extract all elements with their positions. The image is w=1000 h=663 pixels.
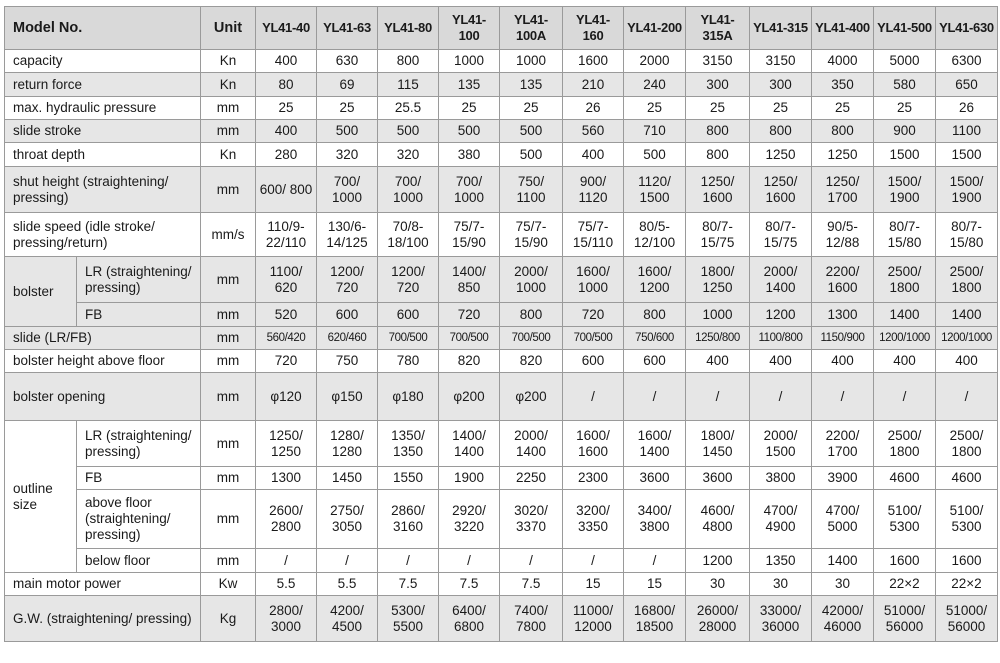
value-cell: 2800/ 3000 [256,596,317,642]
value-cell: 520 [256,303,317,327]
value-cell: / [936,373,998,421]
value-cell: 51000/ 56000 [874,596,936,642]
table-row [5,97,998,120]
value-cell: 3900 [812,467,874,490]
value-cell: 2500/ 1800 [874,421,936,467]
value-cell: 700/ 1000 [317,167,378,213]
value-cell: 2000/ 1000 [500,257,563,303]
model-header: YL41-630 [936,7,998,50]
value-cell: 70/8- 18/100 [378,213,439,257]
value-cell: 4700/ 5000 [812,490,874,549]
row-label-cell: FB [77,303,201,327]
row-label-cell: LR (straightening/ pressing) [77,421,201,467]
value-cell: 380 [439,143,500,167]
value-cell: 1000 [686,303,750,327]
value-cell: 15 [563,573,624,596]
value-cell: 300 [686,73,750,97]
value-cell: 700/500 [378,327,439,350]
value-cell: 2200/ 1600 [812,257,874,303]
value-cell: 320 [317,143,378,167]
value-cell: 400 [750,350,812,373]
unit-cell: mm [201,549,256,573]
unit-cell: mm [201,350,256,373]
value-cell: 26000/ 28000 [686,596,750,642]
model-header: YL41-400 [812,7,874,50]
value-cell: 280 [256,143,317,167]
value-cell: 1400/ 1400 [439,421,500,467]
row-label-cell: main motor power [5,573,201,596]
value-cell: 820 [500,350,563,373]
table-row [5,549,998,573]
value-cell: 15 [624,573,686,596]
value-cell: 80/7- 15/75 [686,213,750,257]
table-row [5,213,998,257]
value-cell: 30 [686,573,750,596]
value-cell: 7.5 [500,573,563,596]
unit-cell: mm [201,303,256,327]
model-header: YL41-160 [563,7,624,50]
value-cell: 400 [812,350,874,373]
unit-cell: mm/s [201,213,256,257]
unit-cell: mm [201,490,256,549]
value-cell: 720 [256,350,317,373]
table-row [5,50,998,73]
value-cell: 26 [563,97,624,120]
table-row [5,573,998,596]
value-cell: 4000 [812,50,874,73]
row-label-cell: bolster opening [5,373,201,421]
value-cell: 240 [624,73,686,97]
value-cell: 700/ 1000 [378,167,439,213]
row-label-cell: max. hydraulic pressure [5,97,201,120]
value-cell: 650 [936,73,998,97]
row-label-cell: LR (straightening/ pressing) [77,257,201,303]
value-cell: 3800 [750,467,812,490]
group-label-cell: bolster [5,257,77,327]
value-cell: φ150 [317,373,378,421]
value-cell: 110/9- 22/110 [256,213,317,257]
value-cell: / [624,549,686,573]
unit-cell: mm [201,421,256,467]
value-cell: 130/6- 14/125 [317,213,378,257]
value-cell: 710 [624,120,686,143]
table-row [5,421,998,467]
unit-cell: mm [201,120,256,143]
value-cell: 800 [500,303,563,327]
value-cell: 25 [874,97,936,120]
value-cell: 2750/ 3050 [317,490,378,549]
value-cell: 400 [686,350,750,373]
value-cell: 1100/ 620 [256,257,317,303]
value-cell: / [750,373,812,421]
value-cell: 6300 [936,50,998,73]
value-cell: 25 [317,97,378,120]
value-cell: 1800/ 1450 [686,421,750,467]
value-cell: 1300 [812,303,874,327]
value-cell: 2920/ 3220 [439,490,500,549]
value-cell: 750 [317,350,378,373]
value-cell: 1400/ 850 [439,257,500,303]
value-cell: 560 [563,120,624,143]
value-cell: 1900 [439,467,500,490]
value-cell: / [500,549,563,573]
table-row [5,467,998,490]
value-cell: 80/7- 15/80 [936,213,998,257]
value-cell: 3150 [750,50,812,73]
value-cell: 1150/900 [812,327,874,350]
value-cell: 2860/ 3160 [378,490,439,549]
value-cell: 400 [936,350,998,373]
value-cell: 1500 [936,143,998,167]
value-cell: 80/7- 15/80 [874,213,936,257]
value-cell: 6400/ 6800 [439,596,500,642]
unit-cell: mm [201,167,256,213]
model-header: YL41-40 [256,7,317,50]
value-cell: 42000/ 46000 [812,596,874,642]
row-label-cell: bolster height above floor [5,350,201,373]
table-row [5,490,998,549]
value-cell: / [874,373,936,421]
value-cell: 7400/ 7800 [500,596,563,642]
value-cell: 820 [439,350,500,373]
value-cell: 1200 [750,303,812,327]
value-cell: 500 [378,120,439,143]
value-cell: 4600 [874,467,936,490]
value-cell: 115 [378,73,439,97]
value-cell: 600 [624,350,686,373]
value-cell: 1250/ 1600 [686,167,750,213]
table-row [5,167,998,213]
value-cell: 400 [256,120,317,143]
value-cell: 720 [439,303,500,327]
value-cell: 1120/ 1500 [624,167,686,213]
unit-cell: mm [201,257,256,303]
unit-cell: Kg [201,596,256,642]
value-cell: 1500/ 1900 [874,167,936,213]
value-cell: 1300 [256,467,317,490]
value-cell: 25.5 [378,97,439,120]
value-cell: 600 [378,303,439,327]
spec-table [4,6,998,642]
value-cell: 5000 [874,50,936,73]
unit-cell: Kw [201,573,256,596]
value-cell: / [439,549,500,573]
value-cell: 1350 [750,549,812,573]
value-cell: φ120 [256,373,317,421]
value-cell: 135 [439,73,500,97]
table-row [5,327,998,350]
value-cell: 80/5- 12/100 [624,213,686,257]
model-header: YL41-63 [317,7,378,50]
value-cell: 1600 [563,50,624,73]
value-cell: 800 [686,120,750,143]
table-row [5,596,998,642]
value-cell: 2500/ 1800 [936,257,998,303]
value-cell: 2200/ 1700 [812,421,874,467]
unit-cell: Kn [201,143,256,167]
table-row [5,73,998,97]
value-cell: 90/5- 12/88 [812,213,874,257]
value-cell: 1400 [936,303,998,327]
value-cell: 320 [378,143,439,167]
row-label-cell: capacity [5,50,201,73]
value-cell: 1200/1000 [936,327,998,350]
value-cell: 580 [874,73,936,97]
value-cell: 33000/ 36000 [750,596,812,642]
value-cell: 1250/800 [686,327,750,350]
value-cell: 2500/ 1800 [874,257,936,303]
model-header: YL41-315A [686,7,750,50]
value-cell: 5.5 [317,573,378,596]
value-cell: 780 [378,350,439,373]
value-cell: 25 [256,97,317,120]
value-cell: 600 [563,350,624,373]
value-cell: 5100/ 5300 [874,490,936,549]
value-cell: 800 [378,50,439,73]
value-cell: 600 [317,303,378,327]
value-cell: 300 [750,73,812,97]
value-cell: 3020/ 3370 [500,490,563,549]
value-cell: 800 [812,120,874,143]
value-cell: 500 [317,120,378,143]
value-cell: 560/420 [256,327,317,350]
value-cell: φ180 [378,373,439,421]
table-row [5,257,998,303]
value-cell: 210 [563,73,624,97]
value-cell: 500 [439,120,500,143]
value-cell: 1000 [439,50,500,73]
value-cell: 135 [500,73,563,97]
row-label-cell: above floor (straightening/ pressing) [77,490,201,549]
value-cell: φ200 [500,373,563,421]
spec-body [5,50,998,642]
table-row [5,303,998,327]
model-header: YL41-500 [874,7,936,50]
value-cell: 11000/ 12000 [563,596,624,642]
unit-cell: mm [201,373,256,421]
value-cell: 700/500 [563,327,624,350]
row-label-cell: FB [77,467,201,490]
value-cell: 2250 [500,467,563,490]
value-cell: 69 [317,73,378,97]
value-cell: / [317,549,378,573]
row-label-cell: slide speed (idle stroke/ pressing/return) [5,213,201,257]
value-cell: 1000 [500,50,563,73]
row-label-cell: shut height (straightening/ pressing) [5,167,201,213]
table-row [5,373,998,421]
model-no-header: Model No. [5,7,201,50]
value-cell: 1450 [317,467,378,490]
value-cell: 2300 [563,467,624,490]
value-cell: / [256,549,317,573]
value-cell: 500 [500,120,563,143]
model-header: YL41-100 [439,7,500,50]
value-cell: / [378,549,439,573]
value-cell: 1100/800 [750,327,812,350]
value-cell: 26 [936,97,998,120]
value-cell: 75/7- 15/90 [500,213,563,257]
value-cell: 25 [500,97,563,120]
table-row [5,350,998,373]
value-cell: 1600 [874,549,936,573]
value-cell: 500 [500,143,563,167]
unit-cell: mm [201,97,256,120]
value-cell: 3150 [686,50,750,73]
value-cell: 5300/ 5500 [378,596,439,642]
row-label-cell: slide (LR/FB) [5,327,201,350]
value-cell: 3600 [686,467,750,490]
value-cell: 2000/ 1500 [750,421,812,467]
value-cell: 5.5 [256,573,317,596]
table-row [5,143,998,167]
value-cell: 4600/ 4800 [686,490,750,549]
value-cell: 7.5 [439,573,500,596]
header-row [5,7,998,50]
unit-cell: Kn [201,50,256,73]
value-cell: 1250 [750,143,812,167]
value-cell: 2000/ 1400 [750,257,812,303]
value-cell: 1200/1000 [874,327,936,350]
value-cell: 1600/ 1000 [563,257,624,303]
value-cell: 7.5 [378,573,439,596]
value-cell: 80 [256,73,317,97]
value-cell: 1200 [686,549,750,573]
value-cell: 16800/ 18500 [624,596,686,642]
model-header: YL41-200 [624,7,686,50]
value-cell: 2000 [624,50,686,73]
value-cell: 1350/ 1350 [378,421,439,467]
value-cell: 800 [624,303,686,327]
value-cell: 1550 [378,467,439,490]
value-cell: 750/ 1100 [500,167,563,213]
value-cell: 1250/ 1600 [750,167,812,213]
model-header: YL41-80 [378,7,439,50]
row-label-cell: throat depth [5,143,201,167]
value-cell: 25 [686,97,750,120]
unit-header: Unit [201,7,256,50]
unit-cell: mm [201,327,256,350]
value-cell: 4700/ 4900 [750,490,812,549]
value-cell: 1600/ 1600 [563,421,624,467]
value-cell: 700/500 [500,327,563,350]
value-cell: 22×2 [936,573,998,596]
value-cell: / [686,373,750,421]
value-cell: 630 [317,50,378,73]
value-cell: 900 [874,120,936,143]
value-cell: 400 [874,350,936,373]
unit-cell: mm [201,467,256,490]
value-cell: 400 [256,50,317,73]
value-cell: 1250/ 1250 [256,421,317,467]
value-cell: 1280/ 1280 [317,421,378,467]
value-cell: 1100 [936,120,998,143]
value-cell: 2000/ 1400 [500,421,563,467]
value-cell: 1600 [936,549,998,573]
value-cell: 30 [750,573,812,596]
value-cell: 720 [563,303,624,327]
value-cell: 25 [812,97,874,120]
unit-cell: Kn [201,73,256,97]
value-cell: 620/460 [317,327,378,350]
value-cell: / [563,373,624,421]
value-cell: 3600 [624,467,686,490]
value-cell: / [624,373,686,421]
value-cell: 1400 [812,549,874,573]
value-cell: 1250 [812,143,874,167]
value-cell: 75/7- 15/110 [563,213,624,257]
value-cell: 75/7- 15/90 [439,213,500,257]
group-label-cell: outline size [5,421,77,573]
value-cell: 1400 [874,303,936,327]
value-cell: 900/ 1120 [563,167,624,213]
value-cell: 3400/ 3800 [624,490,686,549]
value-cell: / [812,373,874,421]
value-cell: 5100/ 5300 [936,490,998,549]
value-cell: 750/600 [624,327,686,350]
model-header: YL41-315 [750,7,812,50]
value-cell: 700/ 1000 [439,167,500,213]
value-cell: 700/500 [439,327,500,350]
value-cell: 25 [439,97,500,120]
row-label-cell: slide stroke [5,120,201,143]
value-cell: 600/ 800 [256,167,317,213]
value-cell: / [563,549,624,573]
value-cell: 800 [750,120,812,143]
value-cell: 1600/ 1400 [624,421,686,467]
row-label-cell: G.W. (straightening/ pressing) [5,596,201,642]
value-cell: 1500/ 1900 [936,167,998,213]
value-cell: 800 [686,143,750,167]
value-cell: 4600 [936,467,998,490]
value-cell: 1800/ 1250 [686,257,750,303]
value-cell: φ200 [439,373,500,421]
value-cell: 1500 [874,143,936,167]
value-cell: 22×2 [874,573,936,596]
value-cell: 400 [563,143,624,167]
row-label-cell: below floor [77,549,201,573]
value-cell: 2600/ 2800 [256,490,317,549]
table-row [5,120,998,143]
value-cell: 80/7- 15/75 [750,213,812,257]
value-cell: 25 [750,97,812,120]
model-header: YL41-100A [500,7,563,50]
value-cell: 30 [812,573,874,596]
row-label-cell: return force [5,73,201,97]
value-cell: 51000/ 56000 [936,596,998,642]
value-cell: 350 [812,73,874,97]
value-cell: 1600/ 1200 [624,257,686,303]
value-cell: 500 [624,143,686,167]
value-cell: 25 [624,97,686,120]
value-cell: 2500/ 1800 [936,421,998,467]
value-cell: 1200/ 720 [378,257,439,303]
value-cell: 3200/ 3350 [563,490,624,549]
value-cell: 1250/ 1700 [812,167,874,213]
value-cell: 4200/ 4500 [317,596,378,642]
value-cell: 1200/ 720 [317,257,378,303]
